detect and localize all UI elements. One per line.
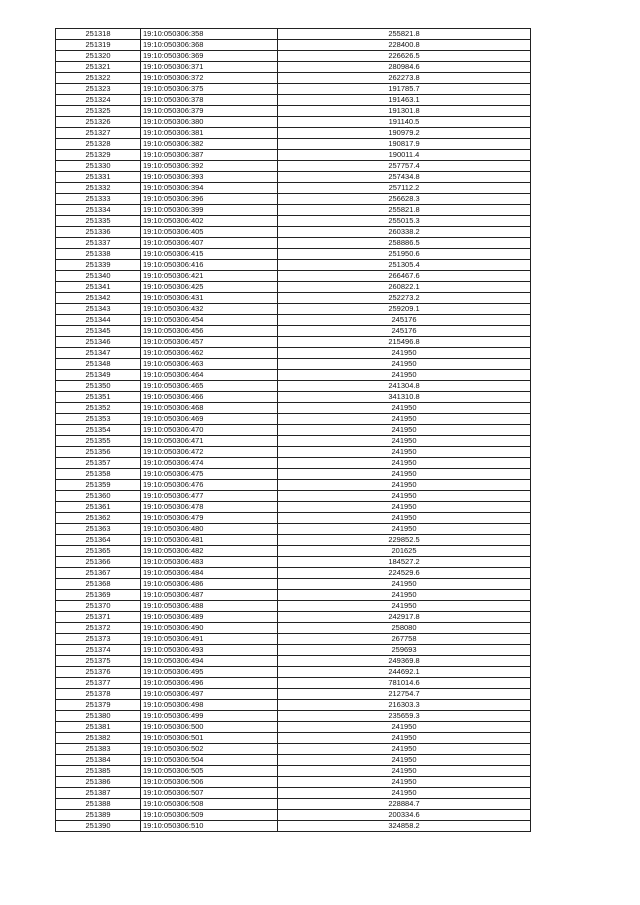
- cadastral-number-cell: 19:10:050306:468: [141, 403, 278, 414]
- table-row: [56, 612, 531, 623]
- table-row: [56, 326, 531, 337]
- cadastral-number-cell: 19:10:050306:479: [141, 513, 278, 524]
- row-number-cell: 251350: [56, 381, 141, 392]
- value-cell: 252273.2: [278, 293, 531, 304]
- cadastral-number-cell: 19:10:050306:499: [141, 711, 278, 722]
- cadastral-number-cell: 19:10:050306:431: [141, 293, 278, 304]
- value-cell: 241950: [278, 414, 531, 425]
- row-number-cell: 251359: [56, 480, 141, 491]
- table-body: [56, 29, 531, 832]
- row-number-cell: 251378: [56, 689, 141, 700]
- value-cell: 251305.4: [278, 260, 531, 271]
- cadastral-number-cell: 19:10:050306:405: [141, 227, 278, 238]
- value-cell: 200334.6: [278, 810, 531, 821]
- table-row: [56, 425, 531, 436]
- table-row: [56, 183, 531, 194]
- cadastral-number-cell: 19:10:050306:378: [141, 95, 278, 106]
- table-row: [56, 788, 531, 799]
- table-row: [56, 95, 531, 106]
- row-number-cell: 251365: [56, 546, 141, 557]
- row-number-cell: 251323: [56, 84, 141, 95]
- value-cell: 262273.8: [278, 73, 531, 84]
- value-cell: 255821.8: [278, 205, 531, 216]
- value-cell: 241950: [278, 744, 531, 755]
- table-row: [56, 238, 531, 249]
- row-number-cell: 251333: [56, 194, 141, 205]
- cadastral-number-cell: 19:10:050306:481: [141, 535, 278, 546]
- value-cell: 258886.5: [278, 238, 531, 249]
- value-cell: 241950: [278, 348, 531, 359]
- value-cell: 241950: [278, 425, 531, 436]
- table-row: [56, 436, 531, 447]
- cadastral-number-cell: 19:10:050306:471: [141, 436, 278, 447]
- cadastral-number-cell: 19:10:050306:463: [141, 359, 278, 370]
- row-number-cell: 251379: [56, 700, 141, 711]
- row-number-cell: 251329: [56, 150, 141, 161]
- value-cell: 191301.8: [278, 106, 531, 117]
- value-cell: 241950: [278, 722, 531, 733]
- cadastral-number-cell: 19:10:050306:486: [141, 579, 278, 590]
- row-number-cell: 251339: [56, 260, 141, 271]
- value-cell: 241950: [278, 755, 531, 766]
- row-number-cell: 251330: [56, 161, 141, 172]
- row-number-cell: 251376: [56, 667, 141, 678]
- row-number-cell: 251386: [56, 777, 141, 788]
- row-number-cell: 251373: [56, 634, 141, 645]
- value-cell: 257434.8: [278, 172, 531, 183]
- row-number-cell: 251384: [56, 755, 141, 766]
- table-row: [56, 216, 531, 227]
- cadastral-number-cell: 19:10:050306:502: [141, 744, 278, 755]
- cadastral-number-cell: 19:10:050306:369: [141, 51, 278, 62]
- row-number-cell: 251355: [56, 436, 141, 447]
- table-row: [56, 777, 531, 788]
- table-row: [56, 469, 531, 480]
- table-row: [56, 271, 531, 282]
- value-cell: 184527.2: [278, 557, 531, 568]
- value-cell: 228884.7: [278, 799, 531, 810]
- value-cell: 781014.6: [278, 678, 531, 689]
- table-row: [56, 667, 531, 678]
- row-number-cell: 251354: [56, 425, 141, 436]
- cadastral-number-cell: 19:10:050306:375: [141, 84, 278, 95]
- row-number-cell: 251346: [56, 337, 141, 348]
- cadastral-number-cell: 19:10:050306:382: [141, 139, 278, 150]
- row-number-cell: 251362: [56, 513, 141, 524]
- row-number-cell: 251340: [56, 271, 141, 282]
- row-number-cell: 251368: [56, 579, 141, 590]
- row-number-cell: 251322: [56, 73, 141, 84]
- row-number-cell: 251380: [56, 711, 141, 722]
- cadastral-number-cell: 19:10:050306:509: [141, 810, 278, 821]
- table-row: [56, 62, 531, 73]
- row-number-cell: 251324: [56, 95, 141, 106]
- cadastral-number-cell: 19:10:050306:416: [141, 260, 278, 271]
- value-cell: 190817.9: [278, 139, 531, 150]
- value-cell: 228400.8: [278, 40, 531, 51]
- row-number-cell: 251371: [56, 612, 141, 623]
- cadastral-number-cell: 19:10:050306:402: [141, 216, 278, 227]
- cadastral-number-cell: 19:10:050306:497: [141, 689, 278, 700]
- value-cell: 201625: [278, 546, 531, 557]
- value-cell: 260338.2: [278, 227, 531, 238]
- value-cell: 235659.3: [278, 711, 531, 722]
- cadastral-number-cell: 19:10:050306:482: [141, 546, 278, 557]
- cadastral-number-cell: 19:10:050306:506: [141, 777, 278, 788]
- cadastral-number-cell: 19:10:050306:478: [141, 502, 278, 513]
- value-cell: 229852.5: [278, 535, 531, 546]
- cadastral-number-cell: 19:10:050306:381: [141, 128, 278, 139]
- row-number-cell: 251361: [56, 502, 141, 513]
- row-number-cell: 251325: [56, 106, 141, 117]
- value-cell: 267758: [278, 634, 531, 645]
- cadastral-number-cell: 19:10:050306:454: [141, 315, 278, 326]
- value-cell: 241304.8: [278, 381, 531, 392]
- row-number-cell: 251377: [56, 678, 141, 689]
- table-row: [56, 392, 531, 403]
- value-cell: 249369.8: [278, 656, 531, 667]
- value-cell: 257757.4: [278, 161, 531, 172]
- row-number-cell: 251327: [56, 128, 141, 139]
- row-number-cell: 251387: [56, 788, 141, 799]
- cadastral-number-cell: 19:10:050306:469: [141, 414, 278, 425]
- row-number-cell: 251343: [56, 304, 141, 315]
- cadastral-number-cell: 19:10:050306:496: [141, 678, 278, 689]
- table-row: [56, 337, 531, 348]
- table-row: [56, 568, 531, 579]
- cadastral-number-cell: 19:10:050306:372: [141, 73, 278, 84]
- value-cell: 259209.1: [278, 304, 531, 315]
- table-row: [56, 590, 531, 601]
- row-number-cell: 251318: [56, 29, 141, 40]
- cadastral-number-cell: 19:10:050306:501: [141, 733, 278, 744]
- value-cell: 241950: [278, 491, 531, 502]
- row-number-cell: 251388: [56, 799, 141, 810]
- value-cell: 255015.3: [278, 216, 531, 227]
- row-number-cell: 251326: [56, 117, 141, 128]
- value-cell: 280984.6: [278, 62, 531, 73]
- value-cell: 256628.3: [278, 194, 531, 205]
- table-row: [56, 689, 531, 700]
- table-row: [56, 29, 531, 40]
- table-row: [56, 821, 531, 832]
- value-cell: 241950: [278, 359, 531, 370]
- value-cell: 241950: [278, 733, 531, 744]
- value-cell: 324858.2: [278, 821, 531, 832]
- row-number-cell: 251321: [56, 62, 141, 73]
- row-number-cell: 251347: [56, 348, 141, 359]
- row-number-cell: 251366: [56, 557, 141, 568]
- table-row: [56, 799, 531, 810]
- cadastral-number-cell: 19:10:050306:487: [141, 590, 278, 601]
- row-number-cell: 251334: [56, 205, 141, 216]
- cadastral-number-cell: 19:10:050306:462: [141, 348, 278, 359]
- table-row: [56, 733, 531, 744]
- table-row: [56, 403, 531, 414]
- value-cell: 242917.8: [278, 612, 531, 623]
- table-row: [56, 227, 531, 238]
- row-number-cell: 251336: [56, 227, 141, 238]
- cadastral-number-cell: 19:10:050306:491: [141, 634, 278, 645]
- row-number-cell: 251363: [56, 524, 141, 535]
- table-row: [56, 315, 531, 326]
- table-row: [56, 546, 531, 557]
- table-row: [56, 502, 531, 513]
- row-number-cell: 251351: [56, 392, 141, 403]
- cadastral-number-cell: 19:10:050306:387: [141, 150, 278, 161]
- table-row: [56, 480, 531, 491]
- cadastral-number-cell: 19:10:050306:396: [141, 194, 278, 205]
- row-number-cell: 251372: [56, 623, 141, 634]
- table-row: [56, 524, 531, 535]
- value-cell: 241950: [278, 777, 531, 788]
- cadastral-number-cell: 19:10:050306:489: [141, 612, 278, 623]
- row-number-cell: 251345: [56, 326, 141, 337]
- value-cell: 341310.8: [278, 392, 531, 403]
- table-row: [56, 678, 531, 689]
- table-row: [56, 348, 531, 359]
- cadastral-number-cell: 19:10:050306:488: [141, 601, 278, 612]
- cadastral-number-cell: 19:10:050306:415: [141, 249, 278, 260]
- cadastral-number-cell: 19:10:050306:368: [141, 40, 278, 51]
- row-number-cell: 251389: [56, 810, 141, 821]
- table-row: [56, 128, 531, 139]
- row-number-cell: 251358: [56, 469, 141, 480]
- cadastral-number-cell: 19:10:050306:475: [141, 469, 278, 480]
- cadastral-number-cell: 19:10:050306:483: [141, 557, 278, 568]
- cadastral-number-cell: 19:10:050306:421: [141, 271, 278, 282]
- row-number-cell: 251341: [56, 282, 141, 293]
- row-number-cell: 251369: [56, 590, 141, 601]
- row-number-cell: 251374: [56, 645, 141, 656]
- row-number-cell: 251353: [56, 414, 141, 425]
- table-row: [56, 51, 531, 62]
- cadastral-number-cell: 19:10:050306:474: [141, 458, 278, 469]
- row-number-cell: 251349: [56, 370, 141, 381]
- cadastral-number-cell: 19:10:050306:399: [141, 205, 278, 216]
- cadastral-number-cell: 19:10:050306:358: [141, 29, 278, 40]
- table-row: [56, 601, 531, 612]
- cadastral-number-cell: 19:10:050306:394: [141, 183, 278, 194]
- cadastral-number-cell: 19:10:050306:466: [141, 392, 278, 403]
- cadastral-number-cell: 19:10:050306:472: [141, 447, 278, 458]
- cadastral-number-cell: 19:10:050306:392: [141, 161, 278, 172]
- table-row: [56, 447, 531, 458]
- value-cell: 251950.6: [278, 249, 531, 260]
- cadastral-number-cell: 19:10:050306:507: [141, 788, 278, 799]
- row-number-cell: 251385: [56, 766, 141, 777]
- table-row: [56, 370, 531, 381]
- cadastral-number-cell: 19:10:050306:470: [141, 425, 278, 436]
- value-cell: 241950: [278, 601, 531, 612]
- row-number-cell: 251344: [56, 315, 141, 326]
- value-cell: 241950: [278, 403, 531, 414]
- table-row: [56, 744, 531, 755]
- table-row: [56, 579, 531, 590]
- row-number-cell: 251348: [56, 359, 141, 370]
- cadastral-number-cell: 19:10:050306:477: [141, 491, 278, 502]
- value-cell: 224529.6: [278, 568, 531, 579]
- table-row: [56, 458, 531, 469]
- table-row: [56, 304, 531, 315]
- table-row: [56, 722, 531, 733]
- table-row: [56, 260, 531, 271]
- value-cell: 216303.3: [278, 700, 531, 711]
- row-number-cell: 251375: [56, 656, 141, 667]
- value-cell: 259693: [278, 645, 531, 656]
- table-row: [56, 249, 531, 260]
- cadastral-number-cell: 19:10:050306:510: [141, 821, 278, 832]
- row-number-cell: 251356: [56, 447, 141, 458]
- table-row: [56, 139, 531, 150]
- cadastral-number-cell: 19:10:050306:464: [141, 370, 278, 381]
- table-row: [56, 117, 531, 128]
- row-number-cell: 251338: [56, 249, 141, 260]
- value-cell: 241950: [278, 447, 531, 458]
- cadastral-number-cell: 19:10:050306:457: [141, 337, 278, 348]
- table-row: [56, 755, 531, 766]
- row-number-cell: 251352: [56, 403, 141, 414]
- cadastral-number-cell: 19:10:050306:393: [141, 172, 278, 183]
- value-cell: 190979.2: [278, 128, 531, 139]
- value-cell: 241950: [278, 513, 531, 524]
- table-row: [56, 161, 531, 172]
- value-cell: 258080: [278, 623, 531, 634]
- row-number-cell: 251342: [56, 293, 141, 304]
- cadastral-number-cell: 19:10:050306:505: [141, 766, 278, 777]
- cadastral-number-cell: 19:10:050306:465: [141, 381, 278, 392]
- row-number-cell: 251381: [56, 722, 141, 733]
- value-cell: 241950: [278, 370, 531, 381]
- value-cell: 241950: [278, 469, 531, 480]
- table-row: [56, 557, 531, 568]
- value-cell: 241950: [278, 766, 531, 777]
- cadastral-number-cell: 19:10:050306:480: [141, 524, 278, 535]
- value-cell: 241950: [278, 436, 531, 447]
- row-number-cell: 251335: [56, 216, 141, 227]
- row-number-cell: 251383: [56, 744, 141, 755]
- table-row: [56, 282, 531, 293]
- row-number-cell: 251320: [56, 51, 141, 62]
- table-row: [56, 172, 531, 183]
- cadastral-number-cell: 19:10:050306:498: [141, 700, 278, 711]
- value-cell: 244692.1: [278, 667, 531, 678]
- row-number-cell: 251331: [56, 172, 141, 183]
- value-cell: 255821.8: [278, 29, 531, 40]
- value-cell: 266467.6: [278, 271, 531, 282]
- cadastral-number-cell: 19:10:050306:407: [141, 238, 278, 249]
- table-row: [56, 414, 531, 425]
- value-cell: 215496.8: [278, 337, 531, 348]
- table-row: [56, 711, 531, 722]
- table-row: [56, 84, 531, 95]
- table-row: [56, 700, 531, 711]
- cadastral-number-cell: 19:10:050306:493: [141, 645, 278, 656]
- table-row: [56, 535, 531, 546]
- table-row: [56, 293, 531, 304]
- cadastral-number-cell: 19:10:050306:490: [141, 623, 278, 634]
- row-number-cell: 251390: [56, 821, 141, 832]
- value-cell: 241950: [278, 524, 531, 535]
- value-cell: 212754.7: [278, 689, 531, 700]
- row-number-cell: 251328: [56, 139, 141, 150]
- cadastral-number-cell: 19:10:050306:494: [141, 656, 278, 667]
- cadastral-number-cell: 19:10:050306:495: [141, 667, 278, 678]
- cadastral-number-cell: 19:10:050306:432: [141, 304, 278, 315]
- cadastral-number-cell: 19:10:050306:456: [141, 326, 278, 337]
- row-number-cell: 251370: [56, 601, 141, 612]
- table-row: [56, 491, 531, 502]
- cadastral-number-cell: 19:10:050306:504: [141, 755, 278, 766]
- cadastral-number-cell: 19:10:050306:425: [141, 282, 278, 293]
- value-cell: 241950: [278, 458, 531, 469]
- table-row: [56, 150, 531, 161]
- table-row: [56, 623, 531, 634]
- table-row: [56, 194, 531, 205]
- row-number-cell: 251337: [56, 238, 141, 249]
- table-row: [56, 513, 531, 524]
- value-cell: 241950: [278, 502, 531, 513]
- table-row: [56, 73, 531, 84]
- value-cell: 241950: [278, 788, 531, 799]
- table-row: [56, 359, 531, 370]
- row-number-cell: 251364: [56, 535, 141, 546]
- value-cell: 191463.1: [278, 95, 531, 106]
- cadastral-number-cell: 19:10:050306:476: [141, 480, 278, 491]
- value-cell: 241950: [278, 590, 531, 601]
- value-cell: 191140.5: [278, 117, 531, 128]
- cadastral-number-cell: 19:10:050306:508: [141, 799, 278, 810]
- cadastral-value-table: [55, 28, 531, 832]
- table-row: [56, 766, 531, 777]
- table-row: [56, 106, 531, 117]
- row-number-cell: 251332: [56, 183, 141, 194]
- value-cell: 226626.5: [278, 51, 531, 62]
- value-cell: 191785.7: [278, 84, 531, 95]
- value-cell: 190011.4: [278, 150, 531, 161]
- row-number-cell: 251382: [56, 733, 141, 744]
- row-number-cell: 251360: [56, 491, 141, 502]
- table-row: [56, 40, 531, 51]
- table-row: [56, 810, 531, 821]
- row-number-cell: 251357: [56, 458, 141, 469]
- value-cell: 260822.1: [278, 282, 531, 293]
- table-row: [56, 381, 531, 392]
- table-row: [56, 634, 531, 645]
- cadastral-number-cell: 19:10:050306:371: [141, 62, 278, 73]
- cadastral-number-cell: 19:10:050306:380: [141, 117, 278, 128]
- value-cell: 241950: [278, 480, 531, 491]
- value-cell: 257112.2: [278, 183, 531, 194]
- row-number-cell: 251367: [56, 568, 141, 579]
- cadastral-number-cell: 19:10:050306:484: [141, 568, 278, 579]
- row-number-cell: 251319: [56, 40, 141, 51]
- value-cell: 245176: [278, 315, 531, 326]
- table-row: [56, 645, 531, 656]
- value-cell: 241950: [278, 579, 531, 590]
- table-row: [56, 205, 531, 216]
- cadastral-number-cell: 19:10:050306:379: [141, 106, 278, 117]
- table-row: [56, 656, 531, 667]
- cadastral-number-cell: 19:10:050306:500: [141, 722, 278, 733]
- value-cell: 245176: [278, 326, 531, 337]
